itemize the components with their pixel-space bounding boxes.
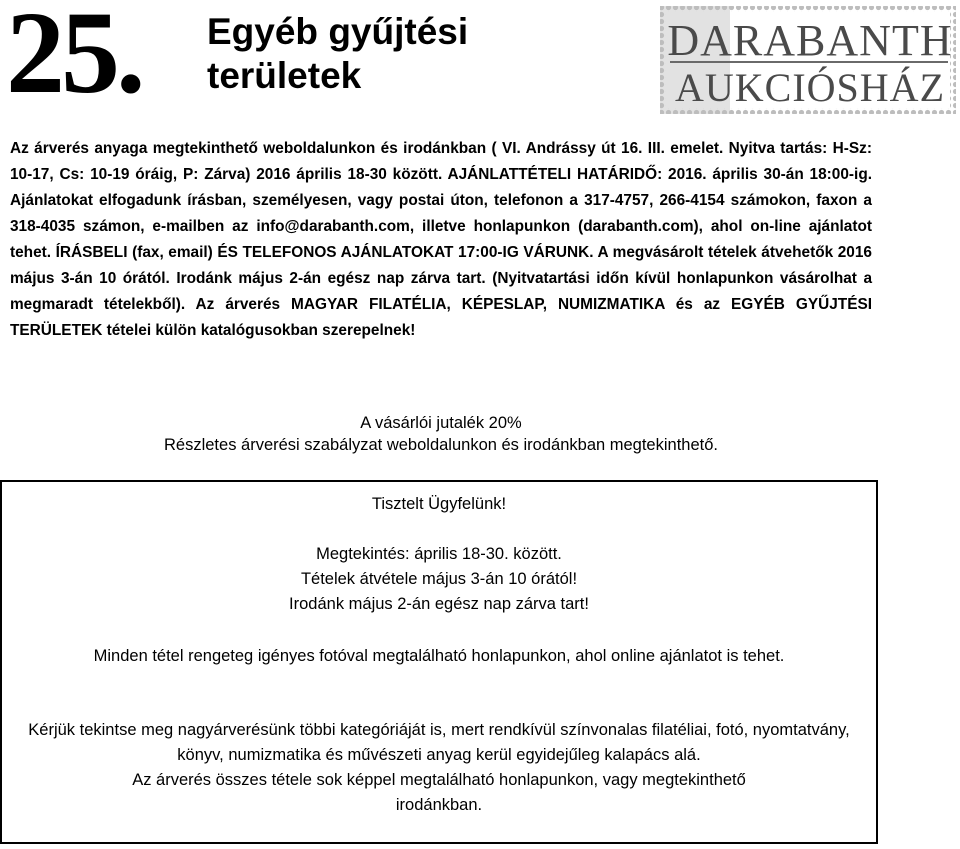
rules-line: Részletes árverési szabályzat weboldalunkon és irodánkban megtekinthető. (164, 436, 718, 454)
notice-greeting: Tisztelt Ügyfelünk! (371, 495, 507, 513)
notice-all-items: Az árverés összes tétele sok képpel megtalálható honlapunkon, vagy megtekinthető irodánkban. (132, 771, 746, 814)
notice-viewing: Megtekintés: április 18-30. között. (316, 545, 562, 563)
chapter-number: 25. (6, 0, 142, 118)
notice-photos-text: Minden tétel rengeteg igényes fotóval megtalálható honlapunkon, ahol online ajánlatot is tehet. (93, 647, 785, 665)
buyer-fee-section (0, 412, 882, 456)
notice-promo (2, 718, 876, 818)
notice-closed: Irodánk május 2-án egész nap zárva tart! (289, 595, 589, 613)
chapter-title-line2: területek (207, 55, 362, 96)
auction-info-paragraph: Az árverés anyaga megtekinthető weboldalunkon és irodánkban ( VI. Andrássy út 16. III. emelet. Nyitva tartás: H-Sz: 10-17, Cs: 10-19 óráig, P: Zárva) 2016 április 18-30 között. AJÁNLATTÉTELI HATÁRIDŐ: 2016. április 30-án 18:00-ig. Ajánlatokat elfogadunk írásban, személyesen, vagy postai úton, telefonon a 317-4757, 266-4154 számokon, faxon a 318-4035 számon, e-mailben az info@darabanth.com, illetve honlapunkon (darabanth.com), ahol on-line ajánlatot tehet. ÍRÁSBELI (fax, email) ÉS TELEFONOS AJÁNLATOKAT 17:00-IG VÁRUNK. A megvásárolt tételek átvehetők 2016 május 3-án 10 órától. Irodánk május 2-án egész nap zárva tart. (Nyitvatartási időn kívül honlapunkon vásárolhat a megmaradt tételekből). Az árverés MAGYAR FILATÉLIA, KÉPESLAP, NUMIZMATIKA és az EGYÉB GYŰJTÉSI TERÜLETEK tételei külön katalógusokban szerepelnek! (10, 140, 872, 339)
stamp-frame-icon (658, 4, 958, 116)
chapter-title (207, 10, 468, 98)
logo-line2: AUKCIÓSHÁZ (675, 65, 945, 110)
notice-dates (2, 542, 876, 617)
chapter-title-line1: Egyéb gyűjtési (207, 11, 469, 52)
notice-box (0, 480, 878, 844)
notice-photos (2, 644, 876, 669)
buyer-fee-line: A vásárlói jutalék 20% (360, 414, 522, 432)
darabanth-logo (658, 4, 958, 116)
notice-categories: Kérjük tekintse meg nagyárverésünk többi kategóriáját is, mert rendkívül színvonalas filatéliai, fotó, nyomtatvány, könyv, numizmatika és művészeti anyag kerül egyidejűleg kalapács alá. (28, 721, 850, 764)
logo-line1: DARABANTH (667, 16, 953, 65)
notice-pickup: Tételek átvétele május 3-án 10 órától! (300, 570, 578, 588)
